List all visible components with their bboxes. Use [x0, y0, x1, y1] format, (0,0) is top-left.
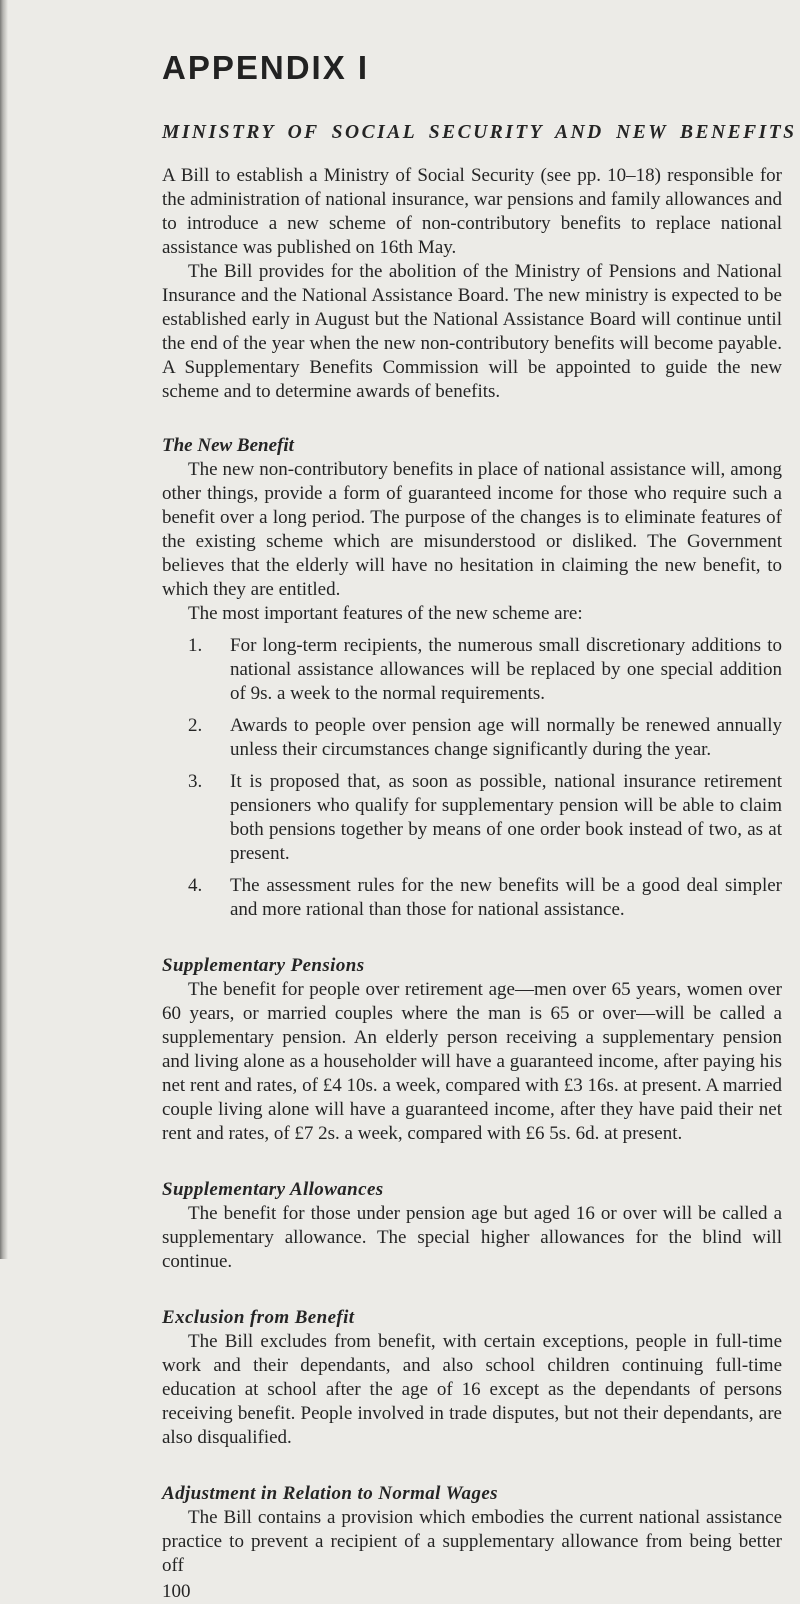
supplementary-pensions-heading: Supplementary Pensions [162, 955, 365, 977]
new-benefit-lead-in: The most important features of the new scheme are: [188, 603, 583, 625]
new-benefit-heading: The New Benefit [162, 435, 294, 457]
appendix-label: APPENDIX I [162, 49, 370, 86]
list-item-text: Awards to people over pension age will normally be renewed annually unless their circumstances change significantly during the year. [230, 715, 782, 761]
page-number: 100 [162, 1581, 191, 1603]
new-benefit-paragraph: The new non-contributory benefits in place of national assistance will, among other things, provide a form of guaranteed income for those who require such a benefit over a long period. The purpose of the changes is to eliminate features of the existing scheme which are misunderstood or disliked. The Government believes that the elderly will have no hesitation in claiming the new benefit, to which they are entitled. [162, 459, 782, 601]
list-item-number: 4. [188, 875, 203, 897]
intro-paragraph: The Bill provides for the abolition of the Ministry of Pensions and National Insurance and the National Assistance Board. The new ministry is expected to be established early in August but the National Assistance Board will continue until the end of the year when the new non-contributory benefits will become payable. A Supplementary Benefits Commission will be appointed to guide the new scheme and to determine awards of benefits. [162, 261, 782, 403]
supplementary-allowances-heading: Supplementary Allowances [162, 1179, 384, 1201]
exclusion-heading: Exclusion from Benefit [162, 1307, 355, 1329]
list-item-number: 3. [188, 771, 203, 793]
intro-paragraph: A Bill to establish a Ministry of Social Security (see pp. 10–18) responsible for the administration of national insurance, war pensions and family allowances and to introduce a new scheme of non-contributory benefits to replace national assistance was published on 16th May. [162, 165, 782, 259]
list-item-text: For long-term recipients, the numerous small discretionary additions to national assistance allowances will be replaced by one special addition of 9s. a week to the normal requirements. [230, 635, 782, 705]
list-item-text: The assessment rules for the new benefits will be a good deal simpler and more rational than those for national assistance. [230, 875, 782, 921]
list-item-text: It is proposed that, as soon as possible, national insurance retirement pensioners who qualify for supplementary pension will be able to claim both pensions together by means of one order book instead of two, as at present. [230, 771, 782, 865]
adjustment-paragraph: The Bill contains a provision which embodies the current national assistance practice to prevent a recipient of a supplementary allowance from being better off [162, 1507, 782, 1577]
list-item [162, 634, 782, 706]
main-title: MINISTRY OF SOCIAL SECURITY AND NEW BENEFITS [162, 121, 797, 143]
supplementary-allowances-paragraph: The benefit for those under pension age but aged 16 or over will be called a supplementary allowance. The special higher allowances for the blind will continue. [162, 1203, 782, 1273]
list-item-number: 2. [188, 715, 203, 737]
list-item [162, 874, 782, 922]
adjustment-heading: Adjustment in Relation to Normal Wages [162, 1483, 498, 1505]
features-list [162, 634, 782, 922]
list-item-number: 1. [188, 635, 203, 657]
list-item [162, 770, 782, 866]
list-item [162, 714, 782, 762]
supplementary-pensions-paragraph: The benefit for people over retirement age—men over 65 years, women over 60 years, or married couples where the man is 65 or over—will be called a supplementary pension. An elderly person receiving a supplementary pension and living alone as a householder will have a guaranteed income, after paying his net rent and rates, of £4 10s. a week, compared with £3 16s. at present. A married couple living alone will have a guaranteed income, after they have paid their net rent and rates, of £7 2s. a week, compared with £6 5s. 6d. at present. [162, 979, 782, 1145]
document-page [162, 48, 797, 1604]
exclusion-paragraph: The Bill excludes from benefit, with certain exceptions, people in full-time work and their dependants, and also school children continuing full-time education at school after the age of 16 except as the dependants of persons receiving benefit. People involved in trade disputes, but not their dependants, are also disqualified. [162, 1331, 782, 1449]
page-edge-shadow [0, 0, 8, 1259]
